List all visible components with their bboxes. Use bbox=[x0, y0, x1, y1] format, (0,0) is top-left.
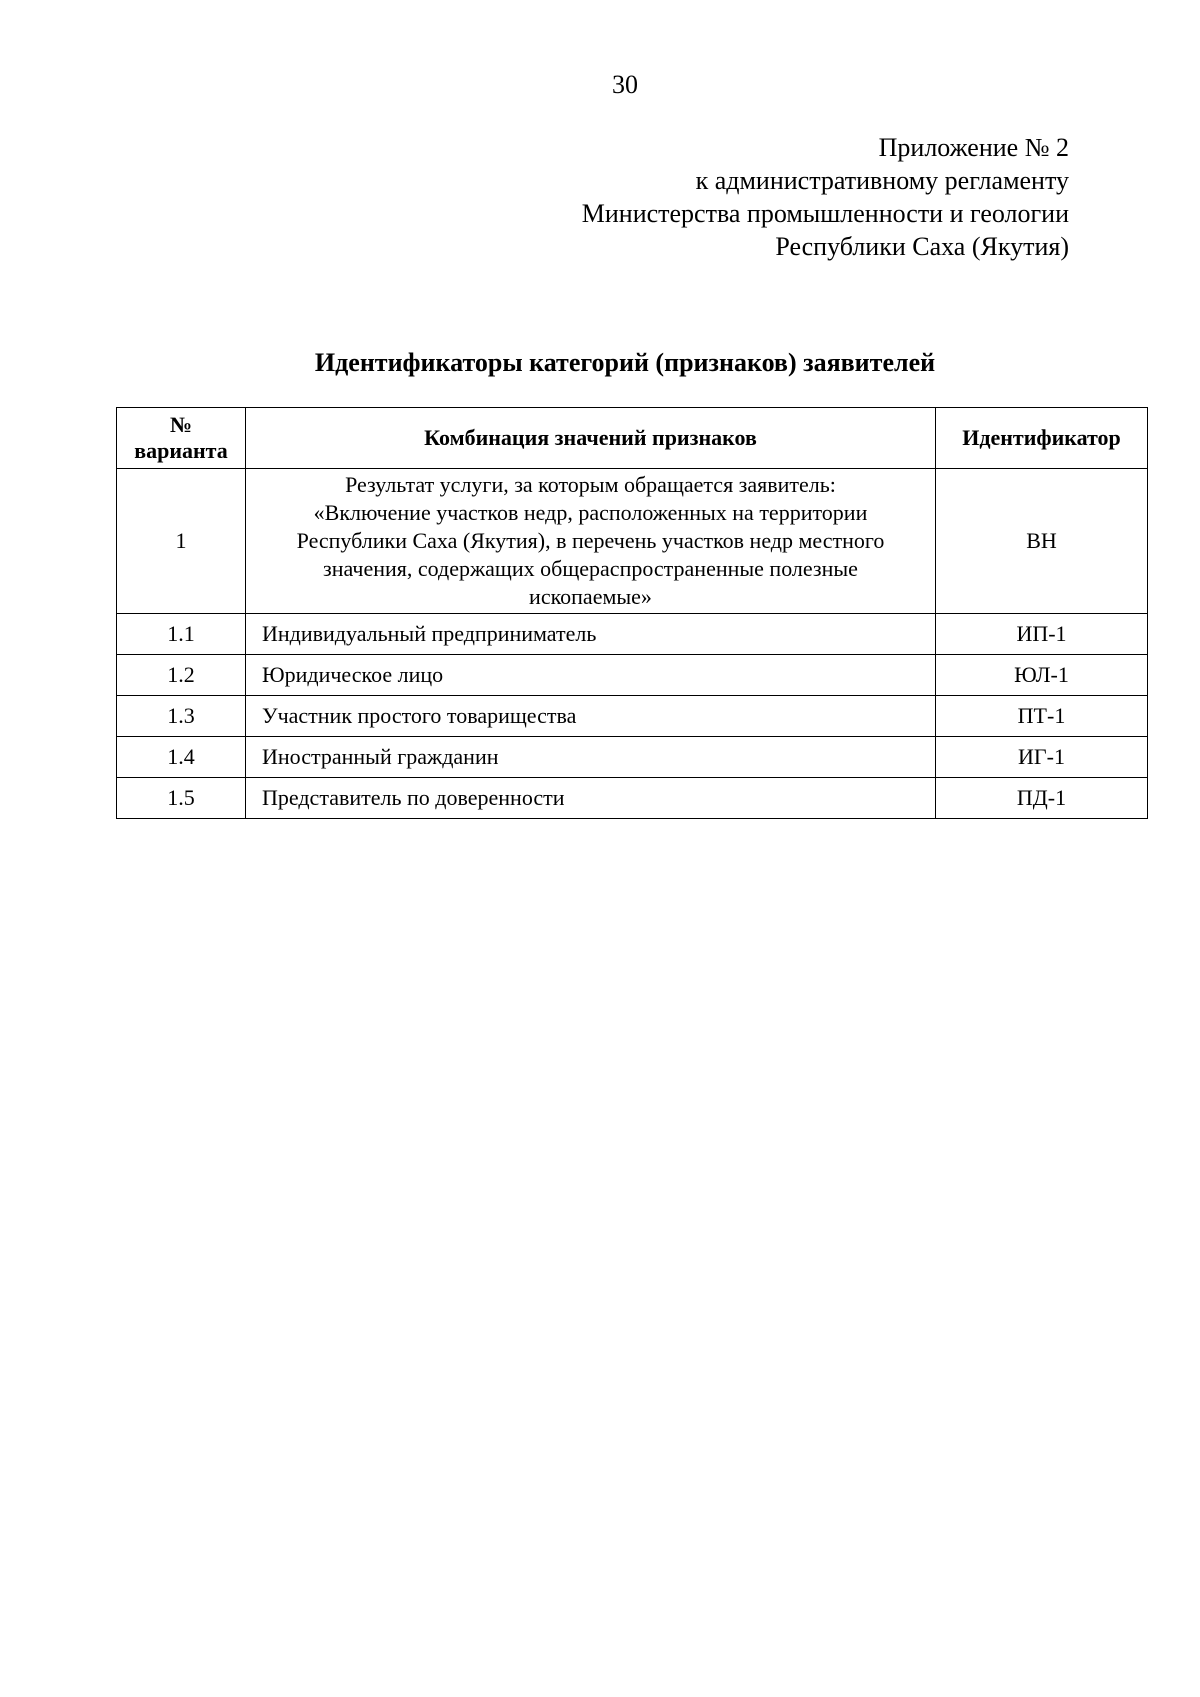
appendix-line-2: к административному регламенту bbox=[695, 166, 1069, 195]
cell-number: 1.3 bbox=[117, 696, 246, 737]
cell-combination bbox=[246, 469, 936, 614]
table-row bbox=[117, 696, 1148, 737]
header-combination: Комбинация значений признаков bbox=[246, 408, 936, 469]
appendix-line-3: Министерства промышленности и геологии bbox=[581, 199, 1069, 228]
combination-line: ископаемые» bbox=[529, 584, 652, 609]
page-number: 30 bbox=[612, 70, 638, 99]
header-variant-number bbox=[117, 408, 246, 469]
combination-line: значения, содержащих общераспространенные полезные bbox=[323, 556, 858, 581]
combination-line: «Включение участков недр, расположенных на территории bbox=[313, 500, 868, 525]
table-row bbox=[117, 778, 1148, 819]
combination-line: Республики Саха (Якутия), в перечень участков недр местного bbox=[296, 528, 885, 553]
cell-combination: Юридическое лицо bbox=[246, 655, 936, 696]
table-row bbox=[117, 614, 1148, 655]
cell-number: 1.1 bbox=[117, 614, 246, 655]
appendix-header bbox=[582, 131, 1069, 263]
cell-identifier: ЮЛ-1 bbox=[936, 655, 1148, 696]
table-row-main bbox=[117, 469, 1148, 614]
table-header-row bbox=[117, 408, 1148, 469]
cell-number: 1.4 bbox=[117, 737, 246, 778]
cell-combination: Участник простого товарищества bbox=[246, 696, 936, 737]
cell-identifier: ВН bbox=[936, 469, 1148, 614]
table-row bbox=[117, 655, 1148, 696]
header-identifier: Идентификатор bbox=[936, 408, 1148, 469]
appendix-line-1: Приложение № 2 bbox=[878, 133, 1069, 162]
cell-combination: Индивидуальный предприниматель bbox=[246, 614, 936, 655]
cell-combination: Иностранный гражданин bbox=[246, 737, 936, 778]
cell-number: 1.5 bbox=[117, 778, 246, 819]
cell-identifier: ПД-1 bbox=[936, 778, 1148, 819]
header-variant-label: варианта bbox=[134, 438, 228, 463]
table-row bbox=[117, 737, 1148, 778]
document-title: Идентификаторы категорий (признаков) заявителей bbox=[314, 348, 936, 377]
cell-identifier: ПТ-1 bbox=[936, 696, 1148, 737]
cell-combination: Представитель по доверенности bbox=[246, 778, 936, 819]
header-number-sign: № bbox=[169, 412, 193, 437]
cell-number: 1 bbox=[117, 469, 246, 614]
cell-number: 1.2 bbox=[117, 655, 246, 696]
cell-identifier: ИГ-1 bbox=[936, 737, 1148, 778]
identifiers-table bbox=[116, 407, 1148, 819]
appendix-line-4: Республики Саха (Якутия) bbox=[775, 232, 1069, 261]
cell-identifier: ИП-1 bbox=[936, 614, 1148, 655]
combination-line: Результат услуги, за которым обращается заявитель: bbox=[345, 472, 836, 497]
